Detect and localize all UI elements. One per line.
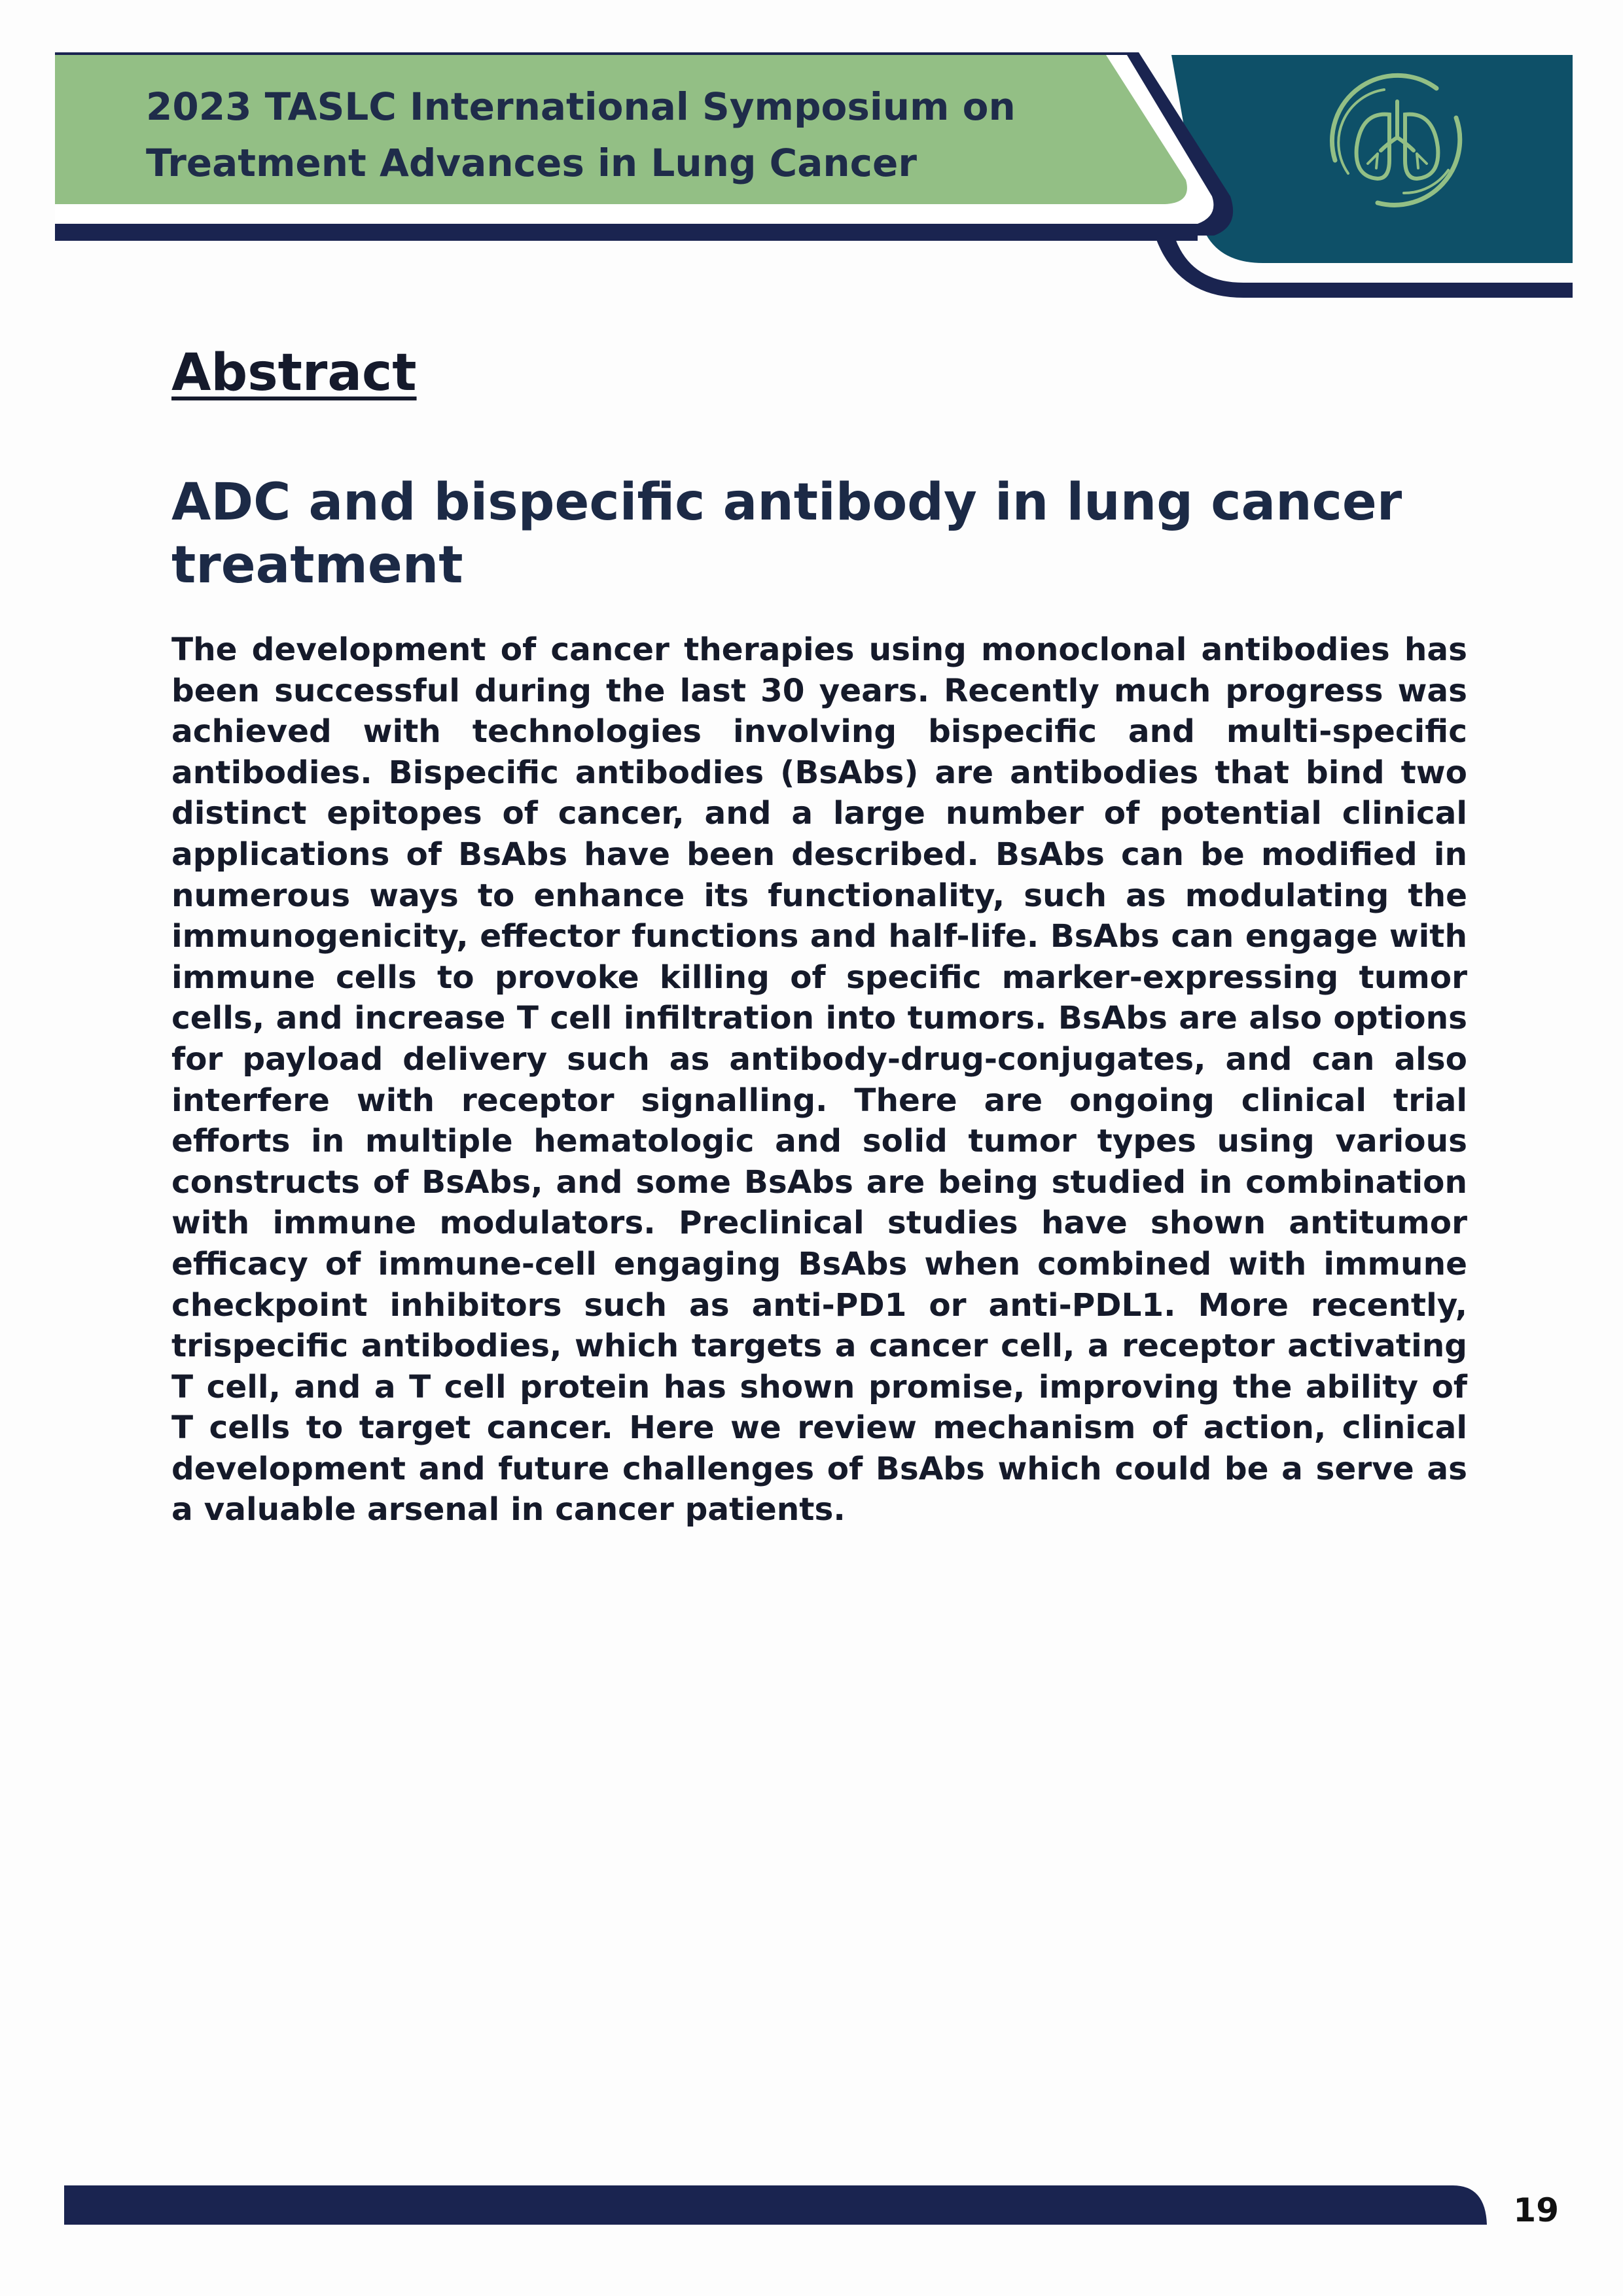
- symposium-title-line2: Treatment Advances in Lung Cancer: [146, 141, 917, 185]
- symposium-title: [146, 79, 1128, 191]
- footer-bar: [0, 2172, 1623, 2225]
- symposium-title-line1: 2023 TASLC International Symposium on: [146, 84, 1016, 129]
- page-number: 19: [1513, 2191, 1559, 2229]
- section-label: Abstract: [171, 344, 417, 402]
- abstract-body: The development of cancer therapies using monoclonal antibodies has been successful during the last 30 years. Recently much progress was achieved with technologies involving bispecific and multi-specific antibodies. Bispecific antibodies (BsAbs) are antibodies that bind two distinct epitopes of cancer, and a large number of potential clinical applications of BsAbs have been described. BsAbs can be modified in numerous ways to enhance its functionality, such as modulating the immunogenicity, effector functions and half-life. BsAbs can engage with immune cells to provoke killing of specific marker-expressing tumor cells, and increase T cell infiltration into tumors. BsAbs are also options for payload delivery such as antibody-drug-conjugates, and can also interfere with receptor signalling. There are ongoing clinical trial efforts in multiple hematologic and solid tumor types using various constructs of BsAbs, and some BsAbs are being studied in combination with immune modulators. Preclinical studies have shown antitumor efficacy of immune-cell engaging BsAbs when combined with immune checkpoint inhibitors such as anti-PD1 or anti-PDL1. More recently, trispecific antibodies, which targets a cancer cell, a receptor activating T cell, and a T cell protein has shown promise, improving the ability of T cells to target cancer. Here we review mechanism of action, clinical development and future challenges of BsAbs which could be a serve as a valuable arsenal in cancer patients.: [171, 631, 1467, 1528]
- abstract-title: ADC and bispecific antibody in lung cancer treatment: [171, 473, 1402, 595]
